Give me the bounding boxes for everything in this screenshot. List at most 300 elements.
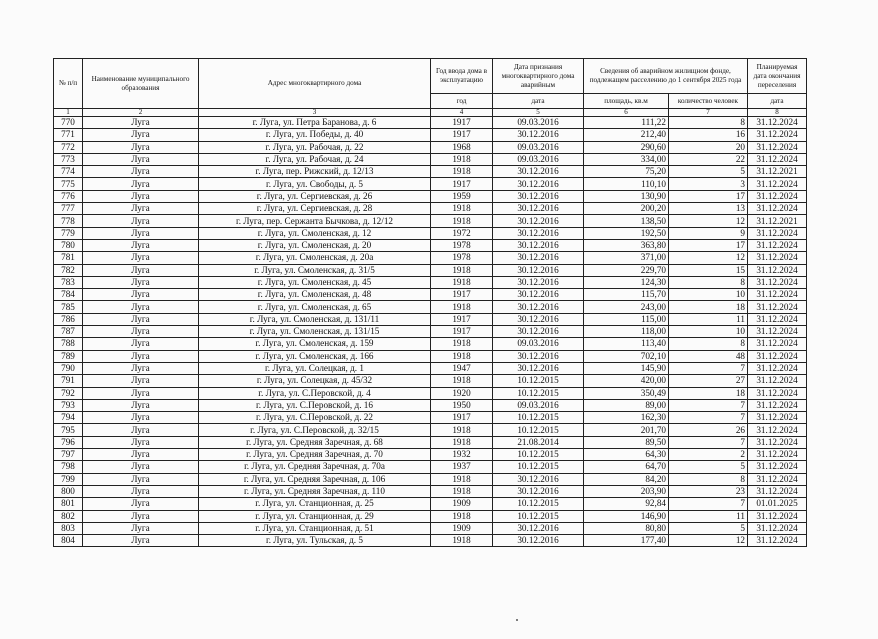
people-count-cell: 18 [669, 387, 748, 399]
municipality-cell: Луга [83, 166, 199, 178]
municipality-cell: Луга [83, 215, 199, 227]
recognition-date-cell: 09.03.2016 [493, 117, 584, 129]
area-cell: 75,20 [584, 166, 669, 178]
column-number: 7 [669, 109, 748, 117]
recognition-date-cell: 30.12.2016 [493, 215, 584, 227]
year-cell: 1978 [431, 252, 493, 264]
column-number: 4 [431, 109, 493, 117]
end-date-cell: 31.12.2024 [748, 203, 807, 215]
recognition-date-cell: 30.12.2016 [493, 203, 584, 215]
area-cell: 115,70 [584, 289, 669, 301]
table-row [54, 178, 807, 190]
end-date-cell: 01.01.2025 [748, 498, 807, 510]
end-date-cell: 31.12.2024 [748, 190, 807, 202]
table-row [54, 117, 807, 129]
housing-table [53, 58, 807, 547]
people-count-cell: 3 [669, 178, 748, 190]
people-count-cell: 22 [669, 153, 748, 165]
address-cell: г. Луга, ул. Смоленская, д. 159 [199, 338, 431, 350]
row-number: 771 [54, 129, 83, 141]
header-area-sub: площадь, кв.м [584, 94, 669, 109]
row-number: 798 [54, 461, 83, 473]
row-number: 772 [54, 141, 83, 153]
header-year-sub: год [431, 94, 493, 109]
year-cell: 1918 [431, 338, 493, 350]
table-row [54, 264, 807, 276]
row-number: 779 [54, 227, 83, 239]
recognition-date-cell: 30.12.2016 [493, 227, 584, 239]
municipality-cell: Луга [83, 141, 199, 153]
area-cell: 212,40 [584, 129, 669, 141]
area-cell: 80,80 [584, 522, 669, 534]
address-cell: г. Луга, ул. С.Перовской, д. 16 [199, 399, 431, 411]
recognition-date-cell: 10.12.2015 [493, 412, 584, 424]
area-cell: 192,50 [584, 227, 669, 239]
year-cell: 1917 [431, 289, 493, 301]
area-cell: 203,90 [584, 485, 669, 497]
year-cell: 1918 [431, 510, 493, 522]
row-number: 795 [54, 424, 83, 436]
recognition-date-cell: 30.12.2016 [493, 276, 584, 288]
row-number: 788 [54, 338, 83, 350]
municipality-cell: Луга [83, 362, 199, 374]
people-count-cell: 26 [669, 424, 748, 436]
row-number: 790 [54, 362, 83, 374]
year-cell: 1917 [431, 412, 493, 424]
year-cell: 1918 [431, 375, 493, 387]
end-date-cell: 31.12.2024 [748, 473, 807, 485]
header-date: Дата признания многоквартирного дома аварийным [493, 59, 584, 94]
row-number: 789 [54, 350, 83, 362]
area-cell: 363,80 [584, 239, 669, 251]
area-cell: 350,49 [584, 387, 669, 399]
year-cell: 1968 [431, 141, 493, 153]
recognition-date-cell: 09.03.2016 [493, 153, 584, 165]
people-count-cell: 7 [669, 498, 748, 510]
year-cell: 1918 [431, 535, 493, 547]
recognition-date-cell: 10.12.2015 [493, 461, 584, 473]
row-number: 797 [54, 449, 83, 461]
year-cell: 1937 [431, 461, 493, 473]
address-cell: г. Луга, ул. Смоленская, д. 48 [199, 289, 431, 301]
year-cell: 1978 [431, 239, 493, 251]
table-row [54, 326, 807, 338]
municipality-cell: Луга [83, 338, 199, 350]
year-cell: 1918 [431, 264, 493, 276]
people-count-cell: 48 [669, 350, 748, 362]
row-number: 785 [54, 301, 83, 313]
recognition-date-cell: 30.12.2016 [493, 362, 584, 374]
end-date-cell: 31.12.2024 [748, 129, 807, 141]
end-date-cell: 31.12.2024 [748, 350, 807, 362]
people-count-cell: 11 [669, 313, 748, 325]
row-number: 796 [54, 436, 83, 448]
address-cell: г. Луга, ул. Средняя Заречная, д. 70а [199, 461, 431, 473]
municipality-cell: Луга [83, 276, 199, 288]
address-cell: г. Луга, ул. Станционная, д. 51 [199, 522, 431, 534]
row-number: 804 [54, 535, 83, 547]
table-row [54, 498, 807, 510]
area-cell: 110,10 [584, 178, 669, 190]
year-cell: 1918 [431, 276, 493, 288]
end-date-cell: 31.12.2024 [748, 485, 807, 497]
end-date-cell: 31.12.2024 [748, 436, 807, 448]
year-cell: 1917 [431, 117, 493, 129]
table-row [54, 510, 807, 522]
header-people-sub: количество человек [669, 94, 748, 109]
header-year: Год ввода дома в эксплуатацию [431, 59, 493, 94]
table-row [54, 190, 807, 202]
area-cell: 334,00 [584, 153, 669, 165]
year-cell: 1932 [431, 449, 493, 461]
table-row [54, 215, 807, 227]
end-date-cell: 31.12.2024 [748, 252, 807, 264]
people-count-cell: 8 [669, 117, 748, 129]
address-cell: г. Луга, ул. Тульская, д. 5 [199, 535, 431, 547]
column-number: 2 [83, 109, 199, 117]
area-cell: 89,00 [584, 399, 669, 411]
area-cell: 89,50 [584, 436, 669, 448]
address-cell: г. Луга, ул. Станционная, д. 25 [199, 498, 431, 510]
table-row [54, 129, 807, 141]
scan-speck [516, 619, 518, 621]
table-row [54, 239, 807, 251]
people-count-cell: 15 [669, 264, 748, 276]
year-cell: 1918 [431, 153, 493, 165]
year-cell: 1918 [431, 485, 493, 497]
recognition-date-cell: 30.12.2016 [493, 190, 584, 202]
table-row [54, 203, 807, 215]
end-date-cell: 31.12.2024 [748, 178, 807, 190]
header-address: Адрес многоквартирного дома [199, 59, 431, 109]
end-date-cell: 31.12.2024 [748, 141, 807, 153]
header-end-sub: дата [748, 94, 807, 109]
municipality-cell: Луга [83, 375, 199, 387]
people-count-cell: 2 [669, 449, 748, 461]
people-count-cell: 12 [669, 215, 748, 227]
address-cell: г. Луга, ул. С.Перовской, д. 22 [199, 412, 431, 424]
table-row [54, 289, 807, 301]
year-cell: 1918 [431, 424, 493, 436]
end-date-cell: 31.12.2024 [748, 153, 807, 165]
table-row [54, 313, 807, 325]
people-count-cell: 17 [669, 239, 748, 251]
year-cell: 1950 [431, 399, 493, 411]
recognition-date-cell: 30.12.2016 [493, 485, 584, 497]
row-number: 780 [54, 239, 83, 251]
header-num: № п/п [54, 59, 83, 109]
area-cell: 243,00 [584, 301, 669, 313]
area-cell: 420,00 [584, 375, 669, 387]
address-cell: г. Луга, ул. Средняя Заречная, д. 110 [199, 485, 431, 497]
recognition-date-cell: 30.12.2016 [493, 522, 584, 534]
address-cell: г. Луга, ул. Свободы, д. 5 [199, 178, 431, 190]
year-cell: 1917 [431, 178, 493, 190]
year-cell: 1959 [431, 190, 493, 202]
table-row [54, 276, 807, 288]
row-number: 784 [54, 289, 83, 301]
table-row [54, 141, 807, 153]
address-cell: г. Луга, ул. Петра Баранова, д. 6 [199, 117, 431, 129]
recognition-date-cell: 10.12.2015 [493, 387, 584, 399]
end-date-cell: 31.12.2024 [748, 338, 807, 350]
area-cell: 118,00 [584, 326, 669, 338]
municipality-cell: Луга [83, 264, 199, 276]
end-date-cell: 31.12.2024 [748, 326, 807, 338]
area-cell: 162,30 [584, 412, 669, 424]
area-cell: 371,00 [584, 252, 669, 264]
table-row [54, 387, 807, 399]
people-count-cell: 16 [669, 129, 748, 141]
municipality-cell: Луга [83, 350, 199, 362]
address-cell: г. Луга, ул. Смоленская, д. 65 [199, 301, 431, 313]
table-row [54, 485, 807, 497]
municipality-cell: Луга [83, 313, 199, 325]
table-row [54, 424, 807, 436]
recognition-date-cell: 10.12.2015 [493, 375, 584, 387]
end-date-cell: 31.12.2024 [748, 522, 807, 534]
address-cell: г. Луга, пер. Сержанта Бычкова, д. 12/12 [199, 215, 431, 227]
row-number: 791 [54, 375, 83, 387]
municipality-cell: Луга [83, 461, 199, 473]
row-number: 793 [54, 399, 83, 411]
recognition-date-cell: 21.08.2014 [493, 436, 584, 448]
header-end: Планируемая дата окончания переселения [748, 59, 807, 94]
table-row [54, 399, 807, 411]
row-number: 775 [54, 178, 83, 190]
people-count-cell: 7 [669, 436, 748, 448]
municipality-cell: Луга [83, 178, 199, 190]
end-date-cell: 31.12.2024 [748, 375, 807, 387]
municipality-cell: Луга [83, 387, 199, 399]
header-date-sub: дата [493, 94, 584, 109]
area-cell: 145,90 [584, 362, 669, 374]
address-cell: г. Луга, ул. Средняя Заречная, д. 68 [199, 436, 431, 448]
address-cell: г. Луга, ул. Смоленская, д. 131/15 [199, 326, 431, 338]
municipality-cell: Луга [83, 326, 199, 338]
recognition-date-cell: 30.12.2016 [493, 252, 584, 264]
recognition-date-cell: 30.12.2016 [493, 178, 584, 190]
address-cell: г. Луга, ул. Рабочая, д. 22 [199, 141, 431, 153]
year-cell: 1918 [431, 301, 493, 313]
column-number: 1 [54, 109, 83, 117]
row-number: 802 [54, 510, 83, 522]
area-cell: 138,50 [584, 215, 669, 227]
people-count-cell: 8 [669, 338, 748, 350]
table-row [54, 166, 807, 178]
address-cell: г. Луга, ул. С.Перовской, д. 32/15 [199, 424, 431, 436]
end-date-cell: 31.12.2024 [748, 289, 807, 301]
year-cell: 1909 [431, 498, 493, 510]
end-date-cell: 31.12.2024 [748, 227, 807, 239]
people-count-cell: 8 [669, 276, 748, 288]
area-cell: 64,30 [584, 449, 669, 461]
recognition-date-cell: 10.12.2015 [493, 449, 584, 461]
municipality-cell: Луга [83, 289, 199, 301]
table-row [54, 252, 807, 264]
end-date-cell: 31.12.2024 [748, 362, 807, 374]
address-cell: г. Луга, ул. Солецкая, д. 1 [199, 362, 431, 374]
table-row [54, 362, 807, 374]
table-row [54, 375, 807, 387]
row-number: 801 [54, 498, 83, 510]
recognition-date-cell: 30.12.2016 [493, 166, 584, 178]
area-cell: 84,20 [584, 473, 669, 485]
year-cell: 1918 [431, 350, 493, 362]
people-count-cell: 11 [669, 510, 748, 522]
table-row [54, 436, 807, 448]
recognition-date-cell: 30.12.2016 [493, 350, 584, 362]
year-cell: 1920 [431, 387, 493, 399]
address-cell: г. Луга, ул. Смоленская, д. 31/5 [199, 264, 431, 276]
end-date-cell: 31.12.2024 [748, 264, 807, 276]
row-number: 786 [54, 313, 83, 325]
year-cell: 1918 [431, 215, 493, 227]
end-date-cell: 31.12.2024 [748, 535, 807, 547]
address-cell: г. Луга, ул. Смоленская, д. 131/11 [199, 313, 431, 325]
address-cell: г. Луга, ул. Солецкая, д. 45/32 [199, 375, 431, 387]
year-cell: 1909 [431, 522, 493, 534]
municipality-cell: Луга [83, 129, 199, 141]
row-number: 776 [54, 190, 83, 202]
year-cell: 1918 [431, 436, 493, 448]
table-row [54, 473, 807, 485]
row-number: 792 [54, 387, 83, 399]
row-number: 774 [54, 166, 83, 178]
area-cell: 229,70 [584, 264, 669, 276]
year-cell: 1918 [431, 203, 493, 215]
table-row [54, 227, 807, 239]
address-cell: г. Луга, ул. Смоленская, д. 166 [199, 350, 431, 362]
table-row [54, 522, 807, 534]
people-count-cell: 5 [669, 461, 748, 473]
area-cell: 200,20 [584, 203, 669, 215]
recognition-date-cell: 30.12.2016 [493, 473, 584, 485]
column-numbers-row [54, 109, 807, 117]
municipality-cell: Луга [83, 535, 199, 547]
recognition-date-cell: 30.12.2016 [493, 326, 584, 338]
address-cell: г. Луга, ул. Средняя Заречная, д. 70 [199, 449, 431, 461]
people-count-cell: 10 [669, 289, 748, 301]
table-row [54, 449, 807, 461]
people-count-cell: 20 [669, 141, 748, 153]
address-cell: г. Луга, ул. Рабочая, д. 24 [199, 153, 431, 165]
people-count-cell: 9 [669, 227, 748, 239]
recognition-date-cell: 30.12.2016 [493, 289, 584, 301]
end-date-cell: 31.12.2024 [748, 313, 807, 325]
table-row [54, 301, 807, 313]
row-number: 781 [54, 252, 83, 264]
header-municipality: Наименование муниципального образования [83, 59, 199, 109]
table-row [54, 350, 807, 362]
end-date-cell: 31.12.2024 [748, 412, 807, 424]
municipality-cell: Луга [83, 190, 199, 202]
people-count-cell: 12 [669, 252, 748, 264]
area-cell: 201,70 [584, 424, 669, 436]
area-cell: 92,84 [584, 498, 669, 510]
address-cell: г. Луга, ул. Смоленская, д. 20 [199, 239, 431, 251]
header-info: Сведения об аварийном жилищном фонде, подлежащем расселению до 1 сентября 2025 года [584, 59, 748, 94]
column-number: 5 [493, 109, 584, 117]
year-cell: 1918 [431, 166, 493, 178]
address-cell: г. Луга, ул. Смоленская, д. 12 [199, 227, 431, 239]
end-date-cell: 31.12.2021 [748, 166, 807, 178]
area-cell: 177,40 [584, 535, 669, 547]
recognition-date-cell: 09.03.2016 [493, 338, 584, 350]
area-cell: 115,00 [584, 313, 669, 325]
municipality-cell: Луга [83, 203, 199, 215]
recognition-date-cell: 09.03.2016 [493, 399, 584, 411]
column-number: 8 [748, 109, 807, 117]
year-cell: 1947 [431, 362, 493, 374]
row-number: 800 [54, 485, 83, 497]
year-cell: 1918 [431, 473, 493, 485]
people-count-cell: 23 [669, 485, 748, 497]
area-cell: 113,40 [584, 338, 669, 350]
end-date-cell: 31.12.2024 [748, 301, 807, 313]
end-date-cell: 31.12.2024 [748, 510, 807, 522]
end-date-cell: 31.12.2024 [748, 449, 807, 461]
people-count-cell: 13 [669, 203, 748, 215]
area-cell: 130,90 [584, 190, 669, 202]
municipality-cell: Луга [83, 399, 199, 411]
address-cell: г. Луга, ул. С.Перовской, д. 4 [199, 387, 431, 399]
people-count-cell: 7 [669, 362, 748, 374]
municipality-cell: Луга [83, 301, 199, 313]
municipality-cell: Луга [83, 498, 199, 510]
area-cell: 64,70 [584, 461, 669, 473]
municipality-cell: Луга [83, 239, 199, 251]
row-number: 783 [54, 276, 83, 288]
municipality-cell: Луга [83, 522, 199, 534]
row-number: 803 [54, 522, 83, 534]
recognition-date-cell: 30.12.2016 [493, 313, 584, 325]
people-count-cell: 10 [669, 326, 748, 338]
people-count-cell: 17 [669, 190, 748, 202]
area-cell: 702,10 [584, 350, 669, 362]
recognition-date-cell: 10.12.2015 [493, 424, 584, 436]
recognition-date-cell: 09.03.2016 [493, 141, 584, 153]
table-row [54, 412, 807, 424]
municipality-cell: Луга [83, 227, 199, 239]
municipality-cell: Луга [83, 436, 199, 448]
end-date-cell: 31.12.2024 [748, 239, 807, 251]
people-count-cell: 7 [669, 412, 748, 424]
municipality-cell: Луга [83, 510, 199, 522]
column-number: 6 [584, 109, 669, 117]
end-date-cell: 31.12.2024 [748, 276, 807, 288]
end-date-cell: 31.12.2021 [748, 215, 807, 227]
people-count-cell: 8 [669, 473, 748, 485]
recognition-date-cell: 30.12.2016 [493, 535, 584, 547]
table-row [54, 461, 807, 473]
people-count-cell: 18 [669, 301, 748, 313]
table-row [54, 535, 807, 547]
municipality-cell: Луга [83, 153, 199, 165]
row-number: 777 [54, 203, 83, 215]
address-cell: г. Луга, ул. Сергиевская, д. 28 [199, 203, 431, 215]
municipality-cell: Луга [83, 412, 199, 424]
area-cell: 146,90 [584, 510, 669, 522]
recognition-date-cell: 10.12.2015 [493, 498, 584, 510]
recognition-date-cell: 30.12.2016 [493, 239, 584, 251]
recognition-date-cell: 30.12.2016 [493, 301, 584, 313]
recognition-date-cell: 30.12.2016 [493, 264, 584, 276]
recognition-date-cell: 30.12.2016 [493, 129, 584, 141]
people-count-cell: 12 [669, 535, 748, 547]
table-row [54, 153, 807, 165]
row-number: 787 [54, 326, 83, 338]
